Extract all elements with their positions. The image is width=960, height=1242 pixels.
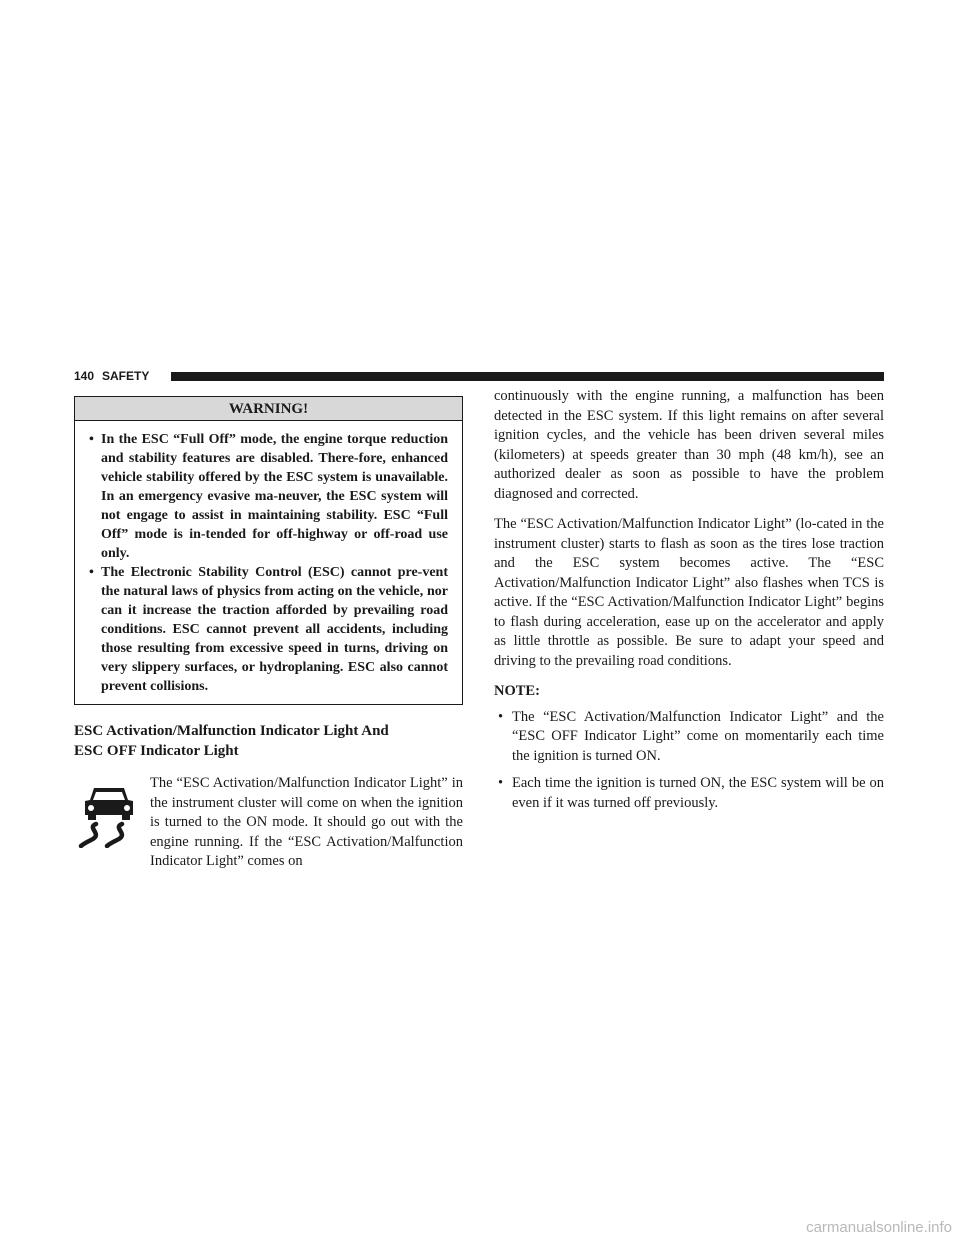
indicator-text: The “ESC Activation/Malfunction Indicator Light” in the instrument cluster will come on when the ignition is turned to the ON mode. It should go out with the engine running. If the “ESC Activation/Malfunction Indicator Light” comes on	[150, 775, 463, 869]
watermark: carmanualsonline.info	[806, 1219, 952, 1236]
esc-skid-car-icon	[78, 784, 140, 854]
note-item: • The “ESC Activation/Malfunction Indicator Light” and the “ESC OFF Indicator Light” come on momentarily each time the ignition is turned ON.	[494, 708, 884, 767]
body-paragraph: The “ESC Activation/Malfunction Indicator Light” (lo-cated in the instrument cluster) starts to flash as soon as the tires lose traction and the ESC system becomes active. The “ESC Activation/Malfunction Indicator Light” also flashes when TCS is active. If the “ESC Activation/Malfunction Indicator Light” begins to flash during acceleration, ease up on the accelerator and apply as little throttle as possible. Be sure to adapt your speed and driving to the prevailing road conditions.	[494, 516, 884, 669]
section-heading	[74, 722, 463, 761]
warning-title: WARNING!	[75, 397, 462, 421]
section-heading-line: ESC OFF Indicator Light	[74, 742, 239, 759]
warning-box	[74, 396, 463, 705]
warning-item: • In the ESC “Full Off” mode, the engine torque reduction and stability features are disabled. There-fore, enhanced vehicle stability offered by the ESC system is unavailable. In an emergency evasive ma-neuver, the ESC system will not engage to assist in maintaining stability. ESC “Full Off” mode is in-tended for off-highway or off-road use only.	[89, 430, 448, 563]
right-column	[494, 387, 884, 813]
page-header	[74, 368, 884, 384]
section-heading-line: ESC Activation/Malfunction Indicator Light And	[74, 723, 389, 739]
note-list	[494, 708, 884, 814]
note-item: • Each time the ignition is turned ON, the ESC system will be on even if it was turned off previously.	[494, 774, 884, 813]
page-number: 140	[74, 369, 95, 383]
warning-list	[75, 421, 462, 704]
note-label: NOTE:	[494, 683, 540, 699]
left-column	[74, 396, 463, 872]
warning-item: • The Electronic Stability Control (ESC) cannot pre-vent the natural laws of physics from acting on the vehicle, nor can it increase the traction afforded by prevailing road conditions. ESC cannot prevent all accidents, including those resulting from excessive speed in turns, driving on very slippery surfaces, or hydroplaning. ESC also cannot prevent collisions.	[89, 563, 448, 696]
header-rule	[171, 372, 884, 381]
indicator-paragraph	[74, 774, 463, 872]
body-paragraph: continuously with the engine running, a malfunction has been detected in the ESC system. If this light remains on after several ignition cycles, and the vehicle has been driven several miles (kilometers) at speeds greater than 30 mph (48 km/h), see an authorized dealer as soon as possible to have the problem diagnosed and corrected.	[494, 388, 884, 502]
section-name: SAFETY	[102, 369, 150, 383]
